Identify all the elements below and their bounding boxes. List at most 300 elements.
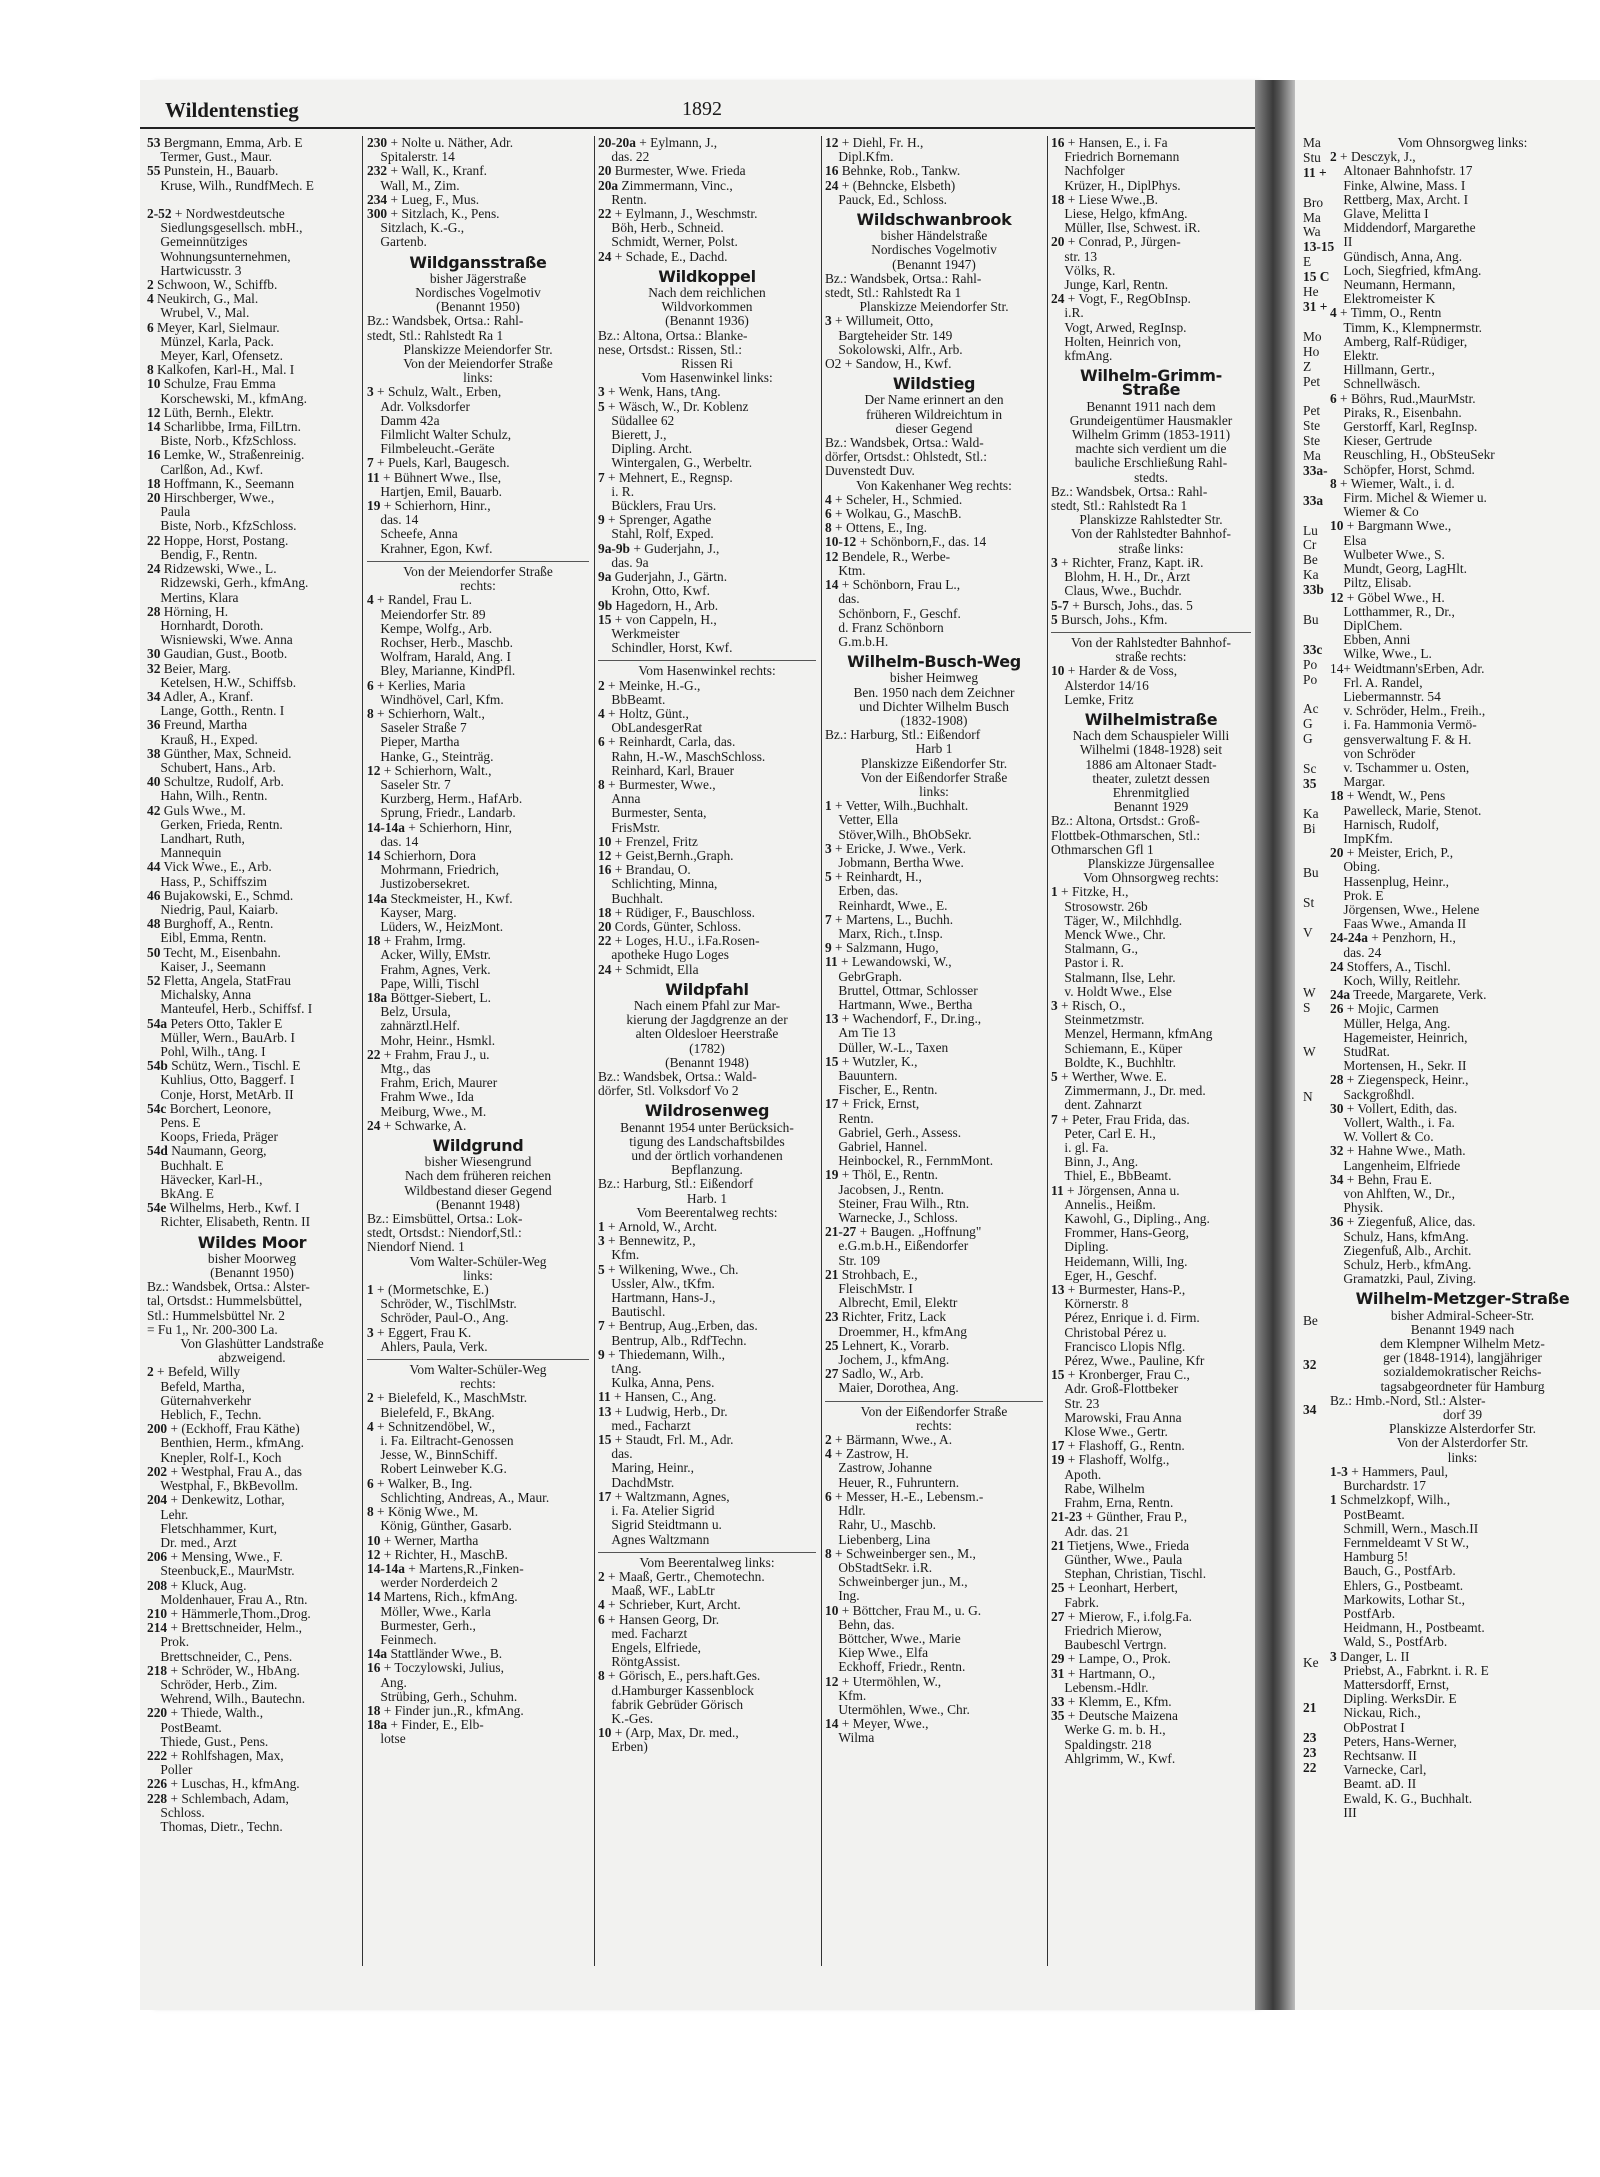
directory-entry: Bz.: Harburg, Stl.: Eißendorf [825, 728, 981, 743]
house-number: 2-52 [147, 207, 172, 222]
directory-entry: Ang. [367, 1675, 407, 1690]
directory-entry: 24 + Vogt, F., RegObInsp. [1051, 292, 1191, 307]
directory-entry: Lüders, W., HeizMont. [367, 919, 504, 934]
house-number: 12 [367, 763, 381, 778]
house-number: 6 [598, 735, 605, 750]
street-note: Bepflanzung. [671, 1163, 743, 1178]
directory-entry: Vollert, Walth., i. Fa. [1330, 1116, 1455, 1131]
directory-entry: Ing. [825, 1589, 860, 1604]
column-6 [1330, 136, 1595, 1820]
house-number: 10 [598, 834, 612, 849]
directory-entry: Jacobsen, J., Rentn. [825, 1182, 945, 1197]
directory-entry: 2 + Meinke, H.-G., [598, 678, 701, 693]
directory-entry: Hahn, Wilh., Rentn. [147, 789, 268, 804]
directory-entry: 220 + Thiede, Walth., [147, 1706, 264, 1721]
directory-entry: III [1330, 1805, 1357, 1820]
directory-entry: Niendorf Niend. 1 [367, 1240, 465, 1255]
house-number: 4 [598, 1598, 605, 1613]
directory-entry: Buchhalt. E [147, 1158, 224, 1173]
directory-entry: Frommer, Hans-Georg, [1051, 1226, 1189, 1241]
directory-entry: Bentrup, Alb., RdfTechn. [598, 1333, 747, 1348]
directory-entry: Manteufel, Herb., Schiffsf. I [147, 1002, 313, 1017]
directory-entry: Bierett, J., [598, 428, 667, 443]
house-number: 5 [598, 1262, 605, 1277]
directory-entry: 52 Fletta, Angela, StatFrau [147, 973, 291, 988]
street-name-heading: Wilhelm-Grimm-Straße [1080, 366, 1222, 400]
directory-entry: Bz.: Wandsbek, Ortsa.: Alster- [147, 1280, 310, 1295]
house-number: 18 [147, 476, 161, 491]
house-number: 5 [825, 870, 832, 885]
directory-entry: 2 + Bielefeld, K., MaschMstr. [367, 1391, 528, 1406]
street-name-heading: Wilhelm-Metzger-Straße [1355, 1289, 1570, 1309]
directory-entry: 4 + Timm, O., Rentn [1330, 306, 1442, 321]
house-number: 14-14a [367, 820, 405, 835]
right-page-fragment: E [1303, 254, 1312, 270]
house-number: 7 [367, 456, 374, 471]
house-number: 5 [1051, 612, 1058, 627]
directory-entry: Loch, Siegfried, kfmAng. [1330, 263, 1482, 278]
house-number: 20 [598, 919, 612, 934]
directory-entry: 23 Richter, Fritz, Lack [825, 1310, 947, 1325]
street-note: ger (1848-1914), langjähriger [1383, 1351, 1542, 1366]
directory-entry: 34 Adler, A., Kranf. [147, 689, 254, 704]
directory-entry: Ussler, Alw., tKfm. [598, 1276, 715, 1291]
directory-entry: 230 + Nolte u. Näther, Adr. [367, 136, 514, 150]
right-page-fragment: 35 [1303, 775, 1317, 791]
directory-entry: 38 Günther, Max, Schneid. [147, 746, 292, 761]
directory-entry: Bz.: Wandsbek, Ortsa.: Wald- [825, 436, 984, 451]
directory-entry: Behn, das. [825, 1617, 895, 1632]
directory-entry: Elektromeister K [1330, 292, 1436, 307]
directory-entry: Bauuntern. [825, 1069, 898, 1083]
directory-entry: 3 + Eggert, Frau K. [367, 1325, 472, 1340]
house-number: 16 [598, 863, 612, 878]
directory-entry: 9a Guderjahn, J., Gärtn. [598, 570, 728, 585]
street-note: Planskizze Eißendorfer Str. [860, 756, 1008, 771]
directory-entry: 24 Ridzewski, Wwe., L. [147, 562, 277, 577]
directory-entry: 19 + Thöl, E., Rentn. [825, 1168, 938, 1183]
directory-entry: Engels, Elfriede, [598, 1640, 701, 1655]
street-note: kierung der Jagdgrenze an der [626, 1013, 788, 1028]
directory-entry: Robert Leinweber K.G. [367, 1462, 507, 1477]
section-divider [598, 660, 816, 661]
directory-entry: Kiep Wwe., Elfa [825, 1646, 929, 1661]
directory-entry: Müller, Wern., BauArb. I [147, 1030, 296, 1045]
directory-entry: GebrGraph. [825, 969, 902, 984]
directory-entry: Frahm, Erna, Rentn. [1051, 1496, 1174, 1511]
directory-entry: Heinbockel, R., FernmMont. [825, 1154, 994, 1169]
house-number: 14 [825, 1717, 839, 1732]
directory-entry: Wulbeter Wwe., S. [1330, 547, 1445, 562]
directory-entry: Schmidt, Werner, Polst. [598, 235, 738, 250]
house-number: 33 [1051, 1694, 1065, 1709]
directory-entry: 1 + Arnold, W., Archt. [598, 1220, 718, 1235]
directory-entry: Bauch, G., PostfArb. [1330, 1564, 1456, 1579]
directory-entry: ImpKfm. [1330, 831, 1393, 846]
directory-entry: Gerstorff, Karl, RegInsp. [1330, 420, 1478, 435]
directory-entry: stedt, Ortsdst.: Niendorf,Stl.: [367, 1226, 522, 1241]
directory-entry: PostfArb. [1330, 1606, 1396, 1621]
street-note: Nach einem Pfahl zur Mar- [633, 998, 781, 1013]
directory-entry: 6 + Kerlies, Maria [367, 678, 466, 693]
directory-entry: 10-12 + Schönborn,F., das. 14 [825, 535, 987, 550]
street-note: Benannt 1954 unter Berücksich- [620, 1120, 794, 1135]
directory-entry: K.-Ges. [598, 1711, 654, 1726]
directory-entry: d.Hamburger Kassenblock [598, 1683, 754, 1698]
directory-entry: 9 + Thiedemann, Wilh., [598, 1347, 726, 1362]
house-number: 18 [1330, 789, 1344, 804]
directory-entry: Peter, Carl E. H., [1051, 1126, 1156, 1141]
street-name-heading: Wilhelm-Busch-Weg [847, 652, 1021, 672]
directory-entry: 1 + (Mormetschke, E.) [367, 1283, 489, 1298]
right-page-fragment: Po [1303, 671, 1318, 687]
directory-entry: v. Schröder, Helm., Freih., [1330, 704, 1486, 719]
right-page-fragment: Ke [1303, 1655, 1319, 1671]
house-number: 8 [1330, 476, 1337, 491]
directory-entry: 20 + Meister, Erich, P., [1330, 846, 1454, 861]
directory-entry: 12 + Geist,Bernh.,Graph. [598, 848, 734, 863]
section-divider [825, 1401, 1043, 1402]
directory-entry: 8 Kalkofen, Karl-H., Mal. I [147, 363, 295, 378]
house-number: 29 [1051, 1652, 1065, 1667]
directory-entry: Schlichting, Andreas, A., Maur. [367, 1490, 550, 1505]
street-note: Planskizze Meiendorfer Str. [403, 342, 553, 357]
directory-entry: Wrubel, V., Mal. [147, 306, 250, 321]
street-note: Vom Hasenwinkel links: [641, 371, 773, 386]
house-number: 36 [1330, 1215, 1344, 1230]
directory-entry: König, Günther, Gasarb. [367, 1519, 512, 1534]
directory-entry: i. Fa. Atelier Sigrid [598, 1504, 715, 1519]
directory-entry: Schindler, Horst, Kwf. [598, 641, 733, 656]
directory-entry: das. 14 [367, 513, 419, 528]
house-number: 18 [1051, 192, 1065, 207]
house-number: 11 [598, 1390, 611, 1405]
directory-entry: Termer, Gust., Maur. [147, 150, 272, 165]
house-number: 14-14a [367, 1561, 405, 1576]
directory-entry: Thiel, E., BbBeamt. [1051, 1169, 1172, 1184]
directory-entry: Filmlicht Walter Schulz, [367, 428, 512, 443]
directory-entry: Ktm. [825, 563, 866, 578]
directory-entry: Wolfram, Harald, Ang. I [367, 650, 511, 665]
directory-entry: Sackgroßhdl. [1330, 1087, 1415, 1102]
directory-entry: Flottbek-Othmarschen, Stl.: [1051, 828, 1201, 843]
street-note: (Benannt 1950) [436, 300, 520, 315]
directory-entry: Fabrk. [1051, 1595, 1099, 1610]
directory-entry: 17 + Frick, Ernst, [825, 1097, 920, 1112]
street-note: Vom Walter-Schüler-Weg [409, 1363, 547, 1378]
directory-entry: 30 Gaudian, Gust., Bootb. [147, 647, 288, 662]
house-number: 14 [825, 578, 839, 593]
directory-entry: Junge, Karl, Rentn. [1051, 278, 1169, 293]
directory-entry: 24 + (Behncke, Elsbeth) [825, 178, 956, 193]
right-page-fragment: 33a [1303, 492, 1324, 508]
house-number: 22 [147, 533, 161, 548]
directory-entry: 204 + Denkewitz, Lothar, [147, 1493, 285, 1508]
street-name-heading: Wildrosenweg [644, 1101, 770, 1121]
directory-entry: 5-7 + Bursch, Johs., das. 5 [1051, 598, 1193, 613]
directory-entry: Strosowstr. 26b [1051, 899, 1148, 914]
directory-entry: Heidemann, Willi, Ing. [1051, 1254, 1188, 1269]
directory-entry: Rentn. [598, 192, 647, 207]
house-number: 19 [367, 499, 381, 514]
directory-entry: Hass, P., Schiffszim [147, 874, 267, 889]
house-number: 3 [825, 314, 832, 329]
directory-entry: 53 Bergmann, Emma, Arb. E [147, 136, 303, 150]
street-note: Von der Rahlstedter Bahnhof- [1070, 527, 1232, 542]
directory-entry: Fischer, E., Rentn. [825, 1083, 938, 1098]
house-number: 1 [825, 799, 832, 814]
directory-entry: Reuschling, H., ObSteuSekr [1330, 448, 1495, 463]
directory-entry: Kawohl, G., Dipling., Ang. [1051, 1212, 1210, 1227]
house-number: 14a [367, 1647, 388, 1662]
directory-entry: Bautischl. [598, 1305, 666, 1320]
directory-entry: Adr. Groß-Flottbeker [1051, 1382, 1179, 1397]
directory-entry: 29 + Lampe, O., Prok. [1051, 1652, 1171, 1667]
directory-entry: Güternahverkehr [147, 1393, 252, 1408]
directory-entry: 18a Böttger-Siebert, L. [367, 990, 491, 1005]
directory-entry: 20 + Conrad, P., Jürgen- [1051, 235, 1181, 250]
directory-entry: i. gl. Fa. [1051, 1141, 1109, 1156]
directory-entry: 9 + Salzmann, Hugo, [825, 941, 939, 956]
directory-entry: 15 + Staudt, Frl. M., Adr. [598, 1433, 734, 1448]
house-number: 13 [825, 1012, 839, 1027]
street-note: und der örtlich vorhandenen [631, 1149, 783, 1164]
house-number: 15 [825, 1054, 839, 1069]
directory-entry: Hartjen, Emil, Bauarb. [367, 484, 502, 499]
directory-entry: Rahr, U., Maschb. [825, 1518, 937, 1533]
directory-entry: Marowski, Frau Anna [1051, 1410, 1182, 1425]
right-page-fragment: S [1303, 999, 1311, 1015]
directory-entry: Pieper, Martha [367, 735, 460, 750]
directory-entry: 14-14a + Schierhorn, Hinr, [367, 820, 512, 835]
directory-entry: 11 + Hansen, C., Ang. [598, 1390, 717, 1405]
directory-entry: Bz.: Eimsbüttel, Ortsa.: Lok- [367, 1212, 523, 1227]
directory-entry: Pérez, Wwe., Pauline, Kfr [1051, 1354, 1205, 1369]
directory-entry: 210 + Hämmerle,Thom.,Drog. [147, 1606, 311, 1621]
directory-entry: das. [825, 592, 860, 607]
house-number: 20a [598, 178, 619, 193]
house-number: 10 [825, 1603, 839, 1618]
directory-entry: Reinhard, Karl, Brauer [598, 763, 735, 778]
house-number: 8 [598, 1669, 605, 1684]
directory-entry: Wiemer & Co [1330, 505, 1419, 520]
directory-entry: Sigrid Steidtmann u. [598, 1518, 722, 1533]
house-number: 53 [147, 136, 161, 150]
house-number: 48 [147, 917, 161, 932]
directory-entry: Bz.: Wandsbek, Ortsa.: Wald- [598, 1070, 757, 1084]
directory-entry: 20 Cords, Günter, Schloss. [598, 919, 742, 934]
directory-entry: 3 + Willumeit, Otto, [825, 314, 934, 329]
house-number: 3 [367, 385, 374, 400]
directory-entry: Agnes Waltzmann [598, 1532, 710, 1547]
right-page-fragment: Ste [1303, 433, 1321, 449]
directory-entry: Kruse, Wilh., RundfMech. E [147, 178, 314, 193]
house-number: 54a [147, 1016, 168, 1031]
directory-entry: Korschewski, M., kfmAng. [147, 391, 307, 406]
directory-entry: Ehlers, G., Postbeamt. [1330, 1578, 1464, 1593]
directory-entry: 9a-9b + Guderjahn, J., [598, 541, 720, 556]
directory-entry: Kieser, Gertrude [1330, 434, 1433, 449]
house-number: 11 [367, 470, 380, 485]
directory-entry: Rabe, Wilhelm [1051, 1481, 1145, 1496]
house-number: 18a [367, 990, 388, 1005]
directory-entry: FrisMstr. [598, 820, 661, 835]
directory-entry: Jochem, J., kfmAng. [825, 1353, 950, 1368]
directory-entry: 6 Meyer, Karl, Sielmaur. [147, 320, 280, 335]
house-number: 9 [825, 941, 832, 956]
directory-entry: Stephan, Christian, Tischl. [1051, 1567, 1207, 1582]
directory-entry: Biste, Norb., KfzSchloss. [147, 434, 297, 449]
directory-entry: Gabriel, Hannel. [825, 1140, 928, 1155]
directory-entry: 17 + Flashoff, G., Rentn. [1051, 1439, 1185, 1454]
street-note: Wilhelmi (1848-1928) seit [1079, 743, 1223, 758]
directory-entry: 16 Lemke, W., Straßenreinig. [147, 448, 305, 463]
directory-entry: Richter, Elisabeth, Rentn. II [147, 1215, 311, 1230]
directory-entry: nese, Ortsdst.: Rissen, Stl.: [598, 342, 742, 357]
directory-entry: Burmester, Senta, [598, 806, 707, 821]
street-note: Von der Alsterdorfer Str. [1396, 1436, 1529, 1451]
directory-entry: 15 + von Cappeln, H., [598, 612, 717, 627]
house-number: 54c [147, 1101, 167, 1116]
directory-entry: 22 + Loges, H.U., i.Fa.Rosen- [598, 934, 760, 949]
directory-entry: Mohrmann, Friedrich, [367, 863, 500, 878]
directory-entry: 48 Burghoff, A., Rentn. [147, 917, 274, 932]
street-note: dem Klempner Wilhelm Metz- [1380, 1337, 1545, 1352]
directory-entry: 4 + Schnitzendöbel, W., [367, 1419, 496, 1434]
directory-entry: das. [598, 1447, 633, 1462]
directory-entry: werder Norderdeich 2 [367, 1576, 498, 1591]
directory-entry: Heuer, R., Fuhruntern. [825, 1475, 960, 1490]
street-note: Benannt 1911 nach dem [1086, 399, 1216, 414]
directory-entry: FleischMstr. I [825, 1282, 913, 1297]
directory-entry: stedt, Stl.: Rahlstedt Ra 1 [1051, 499, 1188, 514]
directory-entry: Kurzberg, Herm., HafArb. [367, 792, 523, 807]
directory-entry: 22 + Frahm, Frau J., u. [367, 1047, 490, 1062]
directory-entry: e.G.m.b.H., Eißendorfer [825, 1239, 969, 1254]
directory-entry: Blohm, H. H., Dr., Arzt [1051, 570, 1191, 585]
directory-entry: Moldenhauer, Frau A., Rtn. [147, 1592, 308, 1607]
directory-entry: 1-3 + Hammers, Paul, [1330, 1464, 1449, 1479]
directory-entry: Maaß, WF., LabLtr [598, 1584, 715, 1599]
directory-entry: Dipling. WerksDir. E [1330, 1692, 1457, 1707]
directory-entry: Amberg, Ralf-Rüdiger, [1330, 334, 1468, 349]
directory-entry: 4 + Randel, Frau L. [367, 593, 472, 608]
directory-entry: Zastrow, Johanne [825, 1461, 932, 1476]
house-number: 4 [825, 1447, 832, 1462]
right-page-fragment: 11 + [1303, 164, 1327, 180]
directory-entry: 234 + Lueg, F., Mus. [367, 192, 480, 207]
directory-entry: 1 Schmelzkopf, Wilh., [1330, 1493, 1451, 1508]
directory-entry: Peters, Hans-Werner, [1330, 1734, 1457, 1749]
directory-entry: 12 + Diehl, Fr. H., [825, 136, 924, 150]
right-page-fragment: Bro [1303, 194, 1324, 210]
directory-entry: Markowits, Lothar St., [1330, 1592, 1466, 1607]
house-number: 24 [825, 178, 839, 193]
column-3 [598, 136, 816, 1755]
directory-entry: Mertins, Klara [147, 590, 239, 605]
directory-entry: Meiburg, Wwe., M. [367, 1104, 487, 1119]
directory-entry: Friedrich Mierow, [1051, 1623, 1162, 1638]
directory-entry: Mohr, Heinr., Hsmkl. [367, 1033, 496, 1048]
street-note: straße links: [1118, 541, 1184, 556]
house-number: 7 [598, 1319, 605, 1334]
directory-entry: 18 + Rüdiger, F., Bauschloss. [598, 905, 755, 920]
street-note: Von Glashütter Landstraße [180, 1337, 324, 1352]
directory-entry: Gündisch, Anna, Ang. [1330, 249, 1463, 264]
directory-entry: Brettschneider, C., Pens. [147, 1649, 293, 1664]
house-number: 228 [147, 1791, 168, 1806]
directory-entry: Werkmeister [598, 626, 680, 641]
directory-entry: Stalmann, G., [1051, 942, 1139, 957]
street-note: bisher Wiesengrund [424, 1155, 532, 1170]
directory-entry: Zimmermann, J., Dr. med. [1051, 1084, 1206, 1099]
house-number: 18a [367, 1718, 388, 1733]
directory-entry: Timm, K., Klempnermstr. [1330, 320, 1483, 335]
house-number: 8 [367, 706, 374, 721]
right-page-fragment: Ho [1303, 343, 1320, 359]
street-note: (Benannt 1950) [210, 1266, 294, 1281]
directory-entry: 6 + Wolkau, G., MaschB. [825, 507, 962, 522]
house-number: 24-24a [1330, 931, 1368, 946]
directory-entry: Ziegenfuß, Alb., Archit. [1330, 1243, 1472, 1258]
directory-entry: Physik. [1330, 1201, 1384, 1216]
directory-entry: PostBeamt. [1330, 1507, 1405, 1522]
directory-entry: Böh, Herb., Schneid. [598, 221, 724, 236]
directory-entry: Middendorf, Margarethe [1330, 221, 1476, 236]
street-name-heading: Wildpfahl [665, 979, 749, 999]
directory-entry: DachdMstr. [598, 1475, 675, 1490]
directory-entry: Liebermannstr. 54 [1330, 689, 1441, 704]
directory-entry: Spaldingstr. 218 [1051, 1737, 1152, 1752]
house-number: 9a-9b [598, 541, 630, 556]
house-number: 4 [367, 1419, 374, 1434]
directory-entry: Conje, Horst, MetArb. II [147, 1087, 294, 1102]
house-number: 16 [1051, 136, 1065, 150]
house-number: 4 [598, 706, 605, 721]
directory-entry: 4 + Zastrow, H. [825, 1447, 909, 1462]
column-separator [594, 136, 595, 1966]
directory-entry: Heidmann, H., Postbeamt. [1330, 1621, 1485, 1636]
directory-entry: 5 + Wilkening, Wwe., Ch. [598, 1262, 739, 1277]
directory-entry: 11 + Bühnert Wwe., Ilse, [367, 470, 502, 485]
house-number: 24 [598, 962, 612, 977]
house-number: 11 [825, 955, 838, 970]
right-page-fragment: He [1303, 284, 1319, 300]
directory-entry: i.R. [1051, 306, 1084, 321]
directory-entry: Gerken, Frieda, Rentn. [147, 817, 283, 832]
directory-entry: Müller, Helga, Ang. [1330, 1016, 1451, 1031]
directory-entry: Harnisch, Rudolf, [1330, 817, 1439, 832]
house-number: 220 [147, 1706, 168, 1721]
directory-entry: Langenheim, Elfriede [1330, 1158, 1461, 1173]
directory-entry: v. Holdt Wwe., Else [1051, 984, 1172, 999]
directory-entry: Claus, Wwe., Buchdr. [1051, 584, 1182, 599]
house-number: 17 [1051, 1439, 1065, 1454]
house-number: 8 [147, 363, 154, 378]
directory-entry: 7 + Bentrup, Aug.,Erben, das. [598, 1319, 758, 1334]
header-rule [140, 127, 1255, 129]
right-page-fragment: W [1303, 984, 1316, 1000]
house-number: 25 [1051, 1581, 1065, 1596]
house-number: 16 [825, 164, 839, 179]
street-note: Wildvorkommen [661, 300, 753, 315]
house-number: 34 [147, 689, 161, 704]
right-page-fragment: 33a- [1303, 462, 1328, 478]
directory-entry: Rechtsanw. II [1330, 1748, 1417, 1763]
directory-entry: Wohnungsunternehmen, [147, 249, 291, 264]
directory-entry: 12 + Utermöhlen, W., [825, 1674, 942, 1689]
directory-entry: 7 + Peter, Frau Frida, das. [1051, 1112, 1190, 1127]
